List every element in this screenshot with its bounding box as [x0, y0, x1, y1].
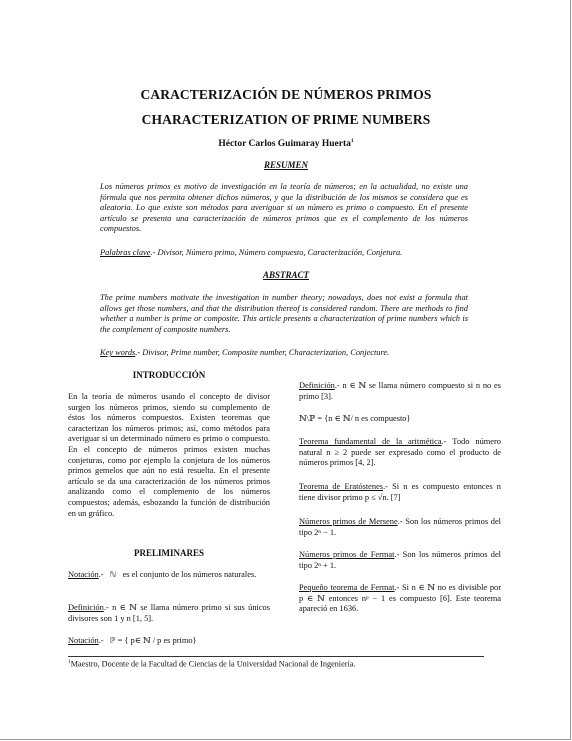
footnote-mark: 1 [68, 659, 71, 665]
title-english: CHARACTERIZATION OF PRIME NUMBERS [141, 112, 431, 127]
footnote: $^1$Maestro, Docente de la Facultad de Ciencias de la Universidad Nacional de Ingeniería. [68, 659, 356, 669]
primos-fermat: Números primos de Fermat.- Son los números primos del tipo 2ⁿ + 1. [299, 550, 501, 570]
keywords-label: Key words [100, 348, 136, 357]
author: Héctor Carlos Guimaray Huerta$^1$ [218, 138, 354, 150]
author-footnote-mark: 1 [350, 138, 354, 144]
teorema-fundamental: Teorema fundamental de la aritmética.- Todo número natural n ≥ 2 puede ser expresado como el producto de números primos [4, 2]. [299, 437, 501, 468]
keywords: Key words.- Divisor, Prime number, Composite number, Characterization, Conjecture. [100, 348, 390, 357]
palabras-clave-label: Palabras clave [100, 248, 151, 257]
preliminares-heading: PRELIMINARES [133, 548, 204, 558]
notacion-primos: Notación.- ℙ = { p∈ ℕ / p es primo} [68, 636, 197, 645]
abstract-heading: ABSTRACT [262, 270, 309, 280]
conjunto-compuestos: ℕ\ℙ = {n ∈ ℕ/ n es compuesto} [299, 414, 411, 423]
resumen-heading: RESUMEN [263, 160, 308, 170]
palabras-clave: Palabras clave.- Divisor, Número primo, Número compuesto, Caracterización, Conjetura. [100, 248, 403, 257]
resumen-text: Los números primos es motivo de investigación en la teoría de números; en la actualidad, no existe una fórmula que nos permita obtener dichos números, y que la distribución de los mismos se considera que es aleatoria. Lo que existe son métodos para averiguar si un número es primo o compuesto. En el presente artículo se presenta una caracterización de números primos que es el complemento de los números compuestos. [100, 182, 468, 234]
title-spanish: CARACTERIZACIÓN DE NÚMEROS PRIMOS [140, 87, 432, 102]
primos-mersene: Números primos de Mersene.- Son los números primos del tipo 2ⁿ − 1. [299, 517, 501, 537]
introduccion-heading: INTRODUCCIÓN [132, 370, 206, 380]
pequeno-teorema-fermat: Pequeño teorema de Fermat.- Si n ∈ ℕ no es divisible por p ∈ ℕ entonces nᵖ − 1 es compuesto [6]. Este teorema apareció en 1636. [299, 583, 501, 614]
teorema-eratostenes: Teorema de Eratóstenes.- Si n es compuesto entonces n tiene divisor primo p ≤ √n. [7] [299, 482, 501, 502]
definicion-compuesto: Definición.- n ∈ ℕ se llama número compuesto si n no es primo [3]. [299, 381, 501, 401]
introduccion-text: En la teoría de números usando el concepto de divisor surgen los números primos, siendo su complemento de éstos los números compuestos. Existen teoremas que caracterizan los números primos; así, como métodos para averiguar si un determinado número es primo o compuesto. En el concepto de números primos existen muchas conjeturas, como por ejemplo la conjetura de los números primos gemelos que aún no está resuelta. En el presente artículo se da una caracterización de los números primos analizando como el complemento de los números compuestos; además, esbozando la función de distribución en un gráfico. [68, 392, 270, 518]
definicion-primo: Definición.- n ∈ ℕ se llama número primo si sus únicos divisores son 1 y n [1, 5]. [68, 603, 270, 623]
abstract-text: The prime numbers motivate the investigation in number theory; nowadays, does not exist a formula that allows get those numbers, and that the distribution thereof is considered random. There are methods to find whether a number is prime or composite. This article presents a characterization of prime numbers which is the complement of composite numbers. [100, 293, 468, 334]
notacion-naturales: Notación.- ℕ es el conjunto de los números naturales. [68, 570, 257, 579]
footnote-divider [68, 656, 484, 657]
